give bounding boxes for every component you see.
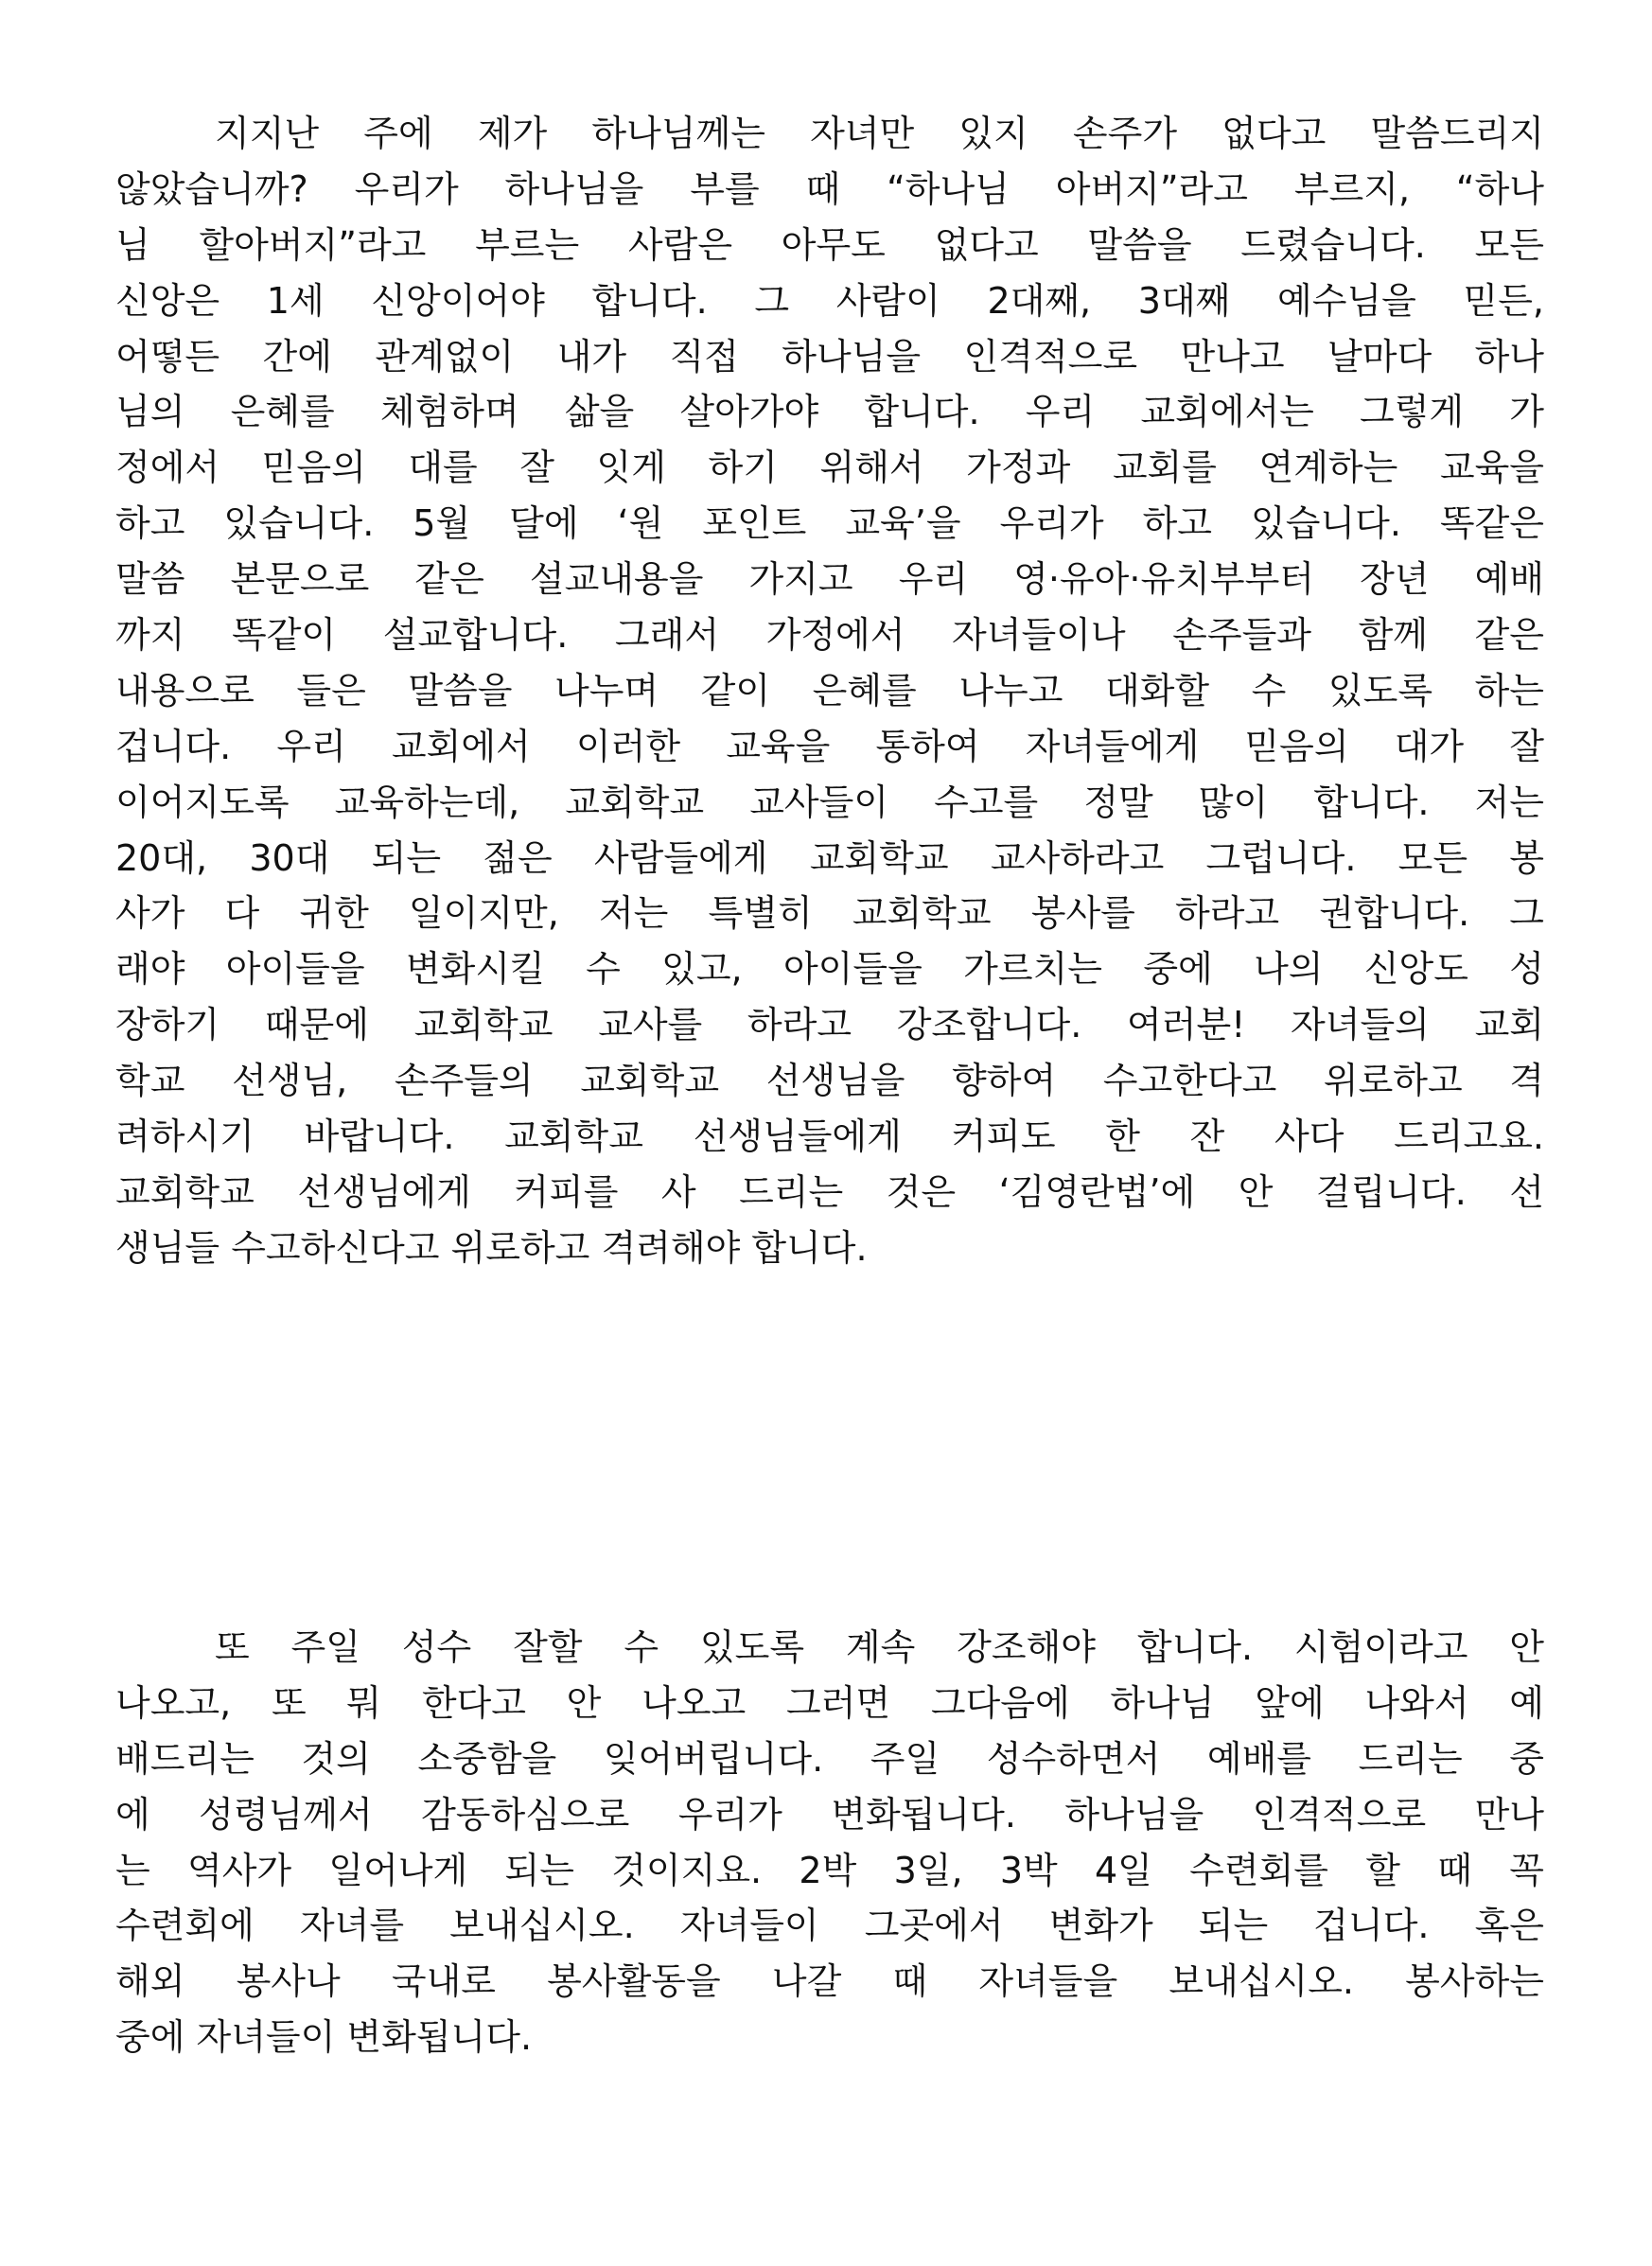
text-line: 신앙은 1세 신앙이어야 합니다. 그 사람이 2대째, 3대째 예수님을 믿든, [115,279,1544,322]
text-line: 또 주일 성수 잘할 수 있도록 계속 강조해야 합니다. 시험이라고 안 [215,1626,1544,1668]
text-line: 어떻든 간에 관계없이 내가 직접 하나님을 인격적으로 만나고 날마다 하나 [115,335,1544,378]
text-line: 정에서 믿음의 대를 잘 잇게 하기 위해서 가정과 교회를 연계하는 교육을 [115,447,1544,489]
paragraph-2 [115,1620,1544,2065]
text-line: 않았습니까? 우리가 하나님을 부를 때 “하나님 아버지”라고 부르지, “하나 [115,167,1544,210]
text-line: 내용으로 들은 말씀을 나누며 같이 은혜를 나누고 대화할 수 있도록 하는 [115,669,1544,711]
text-line: 장하기 때문에 교회학교 교사를 하라고 강조합니다. 여러분! 자녀들의 교회 [115,1004,1544,1046]
paragraph-1 [115,106,1544,1276]
text-line: 님의 은혜를 체험하며 삶을 살아가야 합니다. 우리 교회에서는 그렇게 가 [115,391,1544,433]
text-line: 까지 똑같이 설교합니다. 그래서 가정에서 자녀들이나 손주들과 함께 같은 [115,614,1544,657]
text-line: 려하시기 바랍니다. 교회학교 선생님들에게 커피도 한 잔 사다 드리고요. [115,1115,1544,1158]
text-line: 래야 아이들을 변화시킬 수 있고, 아이들을 가르치는 중에 나의 신앙도 성 [115,948,1544,991]
text-line: 수련회에 자녀를 보내십시오. 자녀들이 그곳에서 변화가 되는 겁니다. 혹은 [115,1905,1544,1947]
text-line: 님 할아버지”라고 부르는 사람은 아무도 없다고 말씀을 드렸습니다. 모든 [115,223,1544,266]
text-line: 중에 자녀들이 변화됩니다. [115,2016,533,2059]
text-line: 배드리는 것의 소중함을 잊어버립니다. 주일 성수하면서 예배를 드리는 중 [115,1737,1544,1780]
text-line: 하고 있습니다. 5월 달에 ‘원 포인트 교육’을 우리가 하고 있습니다. 똑같은 [115,502,1544,545]
text-line: 20대, 30대 되는 젊은 사람들에게 교회학교 교사하라고 그럽니다. 모든 봉 [115,836,1544,879]
text-line: 말씀 본문으로 같은 설교내용을 가지고 우리 영·유아·유치부부터 장년 예배 [115,558,1544,601]
text-line: 에 성령님께서 감동하심으로 우리가 변화됩니다. 하나님을 인격적으로 만나 [115,1793,1544,1836]
text-line: 나오고, 또 뭐 한다고 안 나오고 그러면 그다음에 하나님 앞에 나와서 예 [115,1681,1544,1724]
text-line: 는 역사가 일어나게 되는 것이지요. 2박 3일, 3박 4일 수련회를 할 때 꼭 [115,1849,1544,1891]
text-line: 이어지도록 교육하는데, 교회학교 교사들이 수고를 정말 많이 합니다. 저는 [115,781,1544,823]
text-line: 사가 다 귀한 일이지만, 저는 특별히 교회학교 봉사를 하라고 권합니다. 그 [115,892,1544,935]
text-line: 해외 봉사나 국내로 봉사활동을 나갈 때 자녀들을 보내십시오. 봉사하는 [115,1960,1544,2003]
text-line: 학교 선생님, 손주들의 교회학교 선생님을 향하여 수고한다고 위로하고 격 [115,1060,1544,1102]
text-line: 지지난 주에 제가 하나님께는 자녀만 있지 손주가 없다고 말씀드리지 [215,113,1544,154]
text-line: 생님들 수고하신다고 위로하고 격려해야 합니다. [115,1226,868,1269]
text-line: 교회학교 선생님에게 커피를 사 드리는 것은 ‘김영란법’에 안 걸립니다. 선 [115,1170,1544,1213]
text-line: 겁니다. 우리 교회에서 이러한 교육을 통하여 자녀들에게 믿음의 대가 잘 [115,725,1544,767]
